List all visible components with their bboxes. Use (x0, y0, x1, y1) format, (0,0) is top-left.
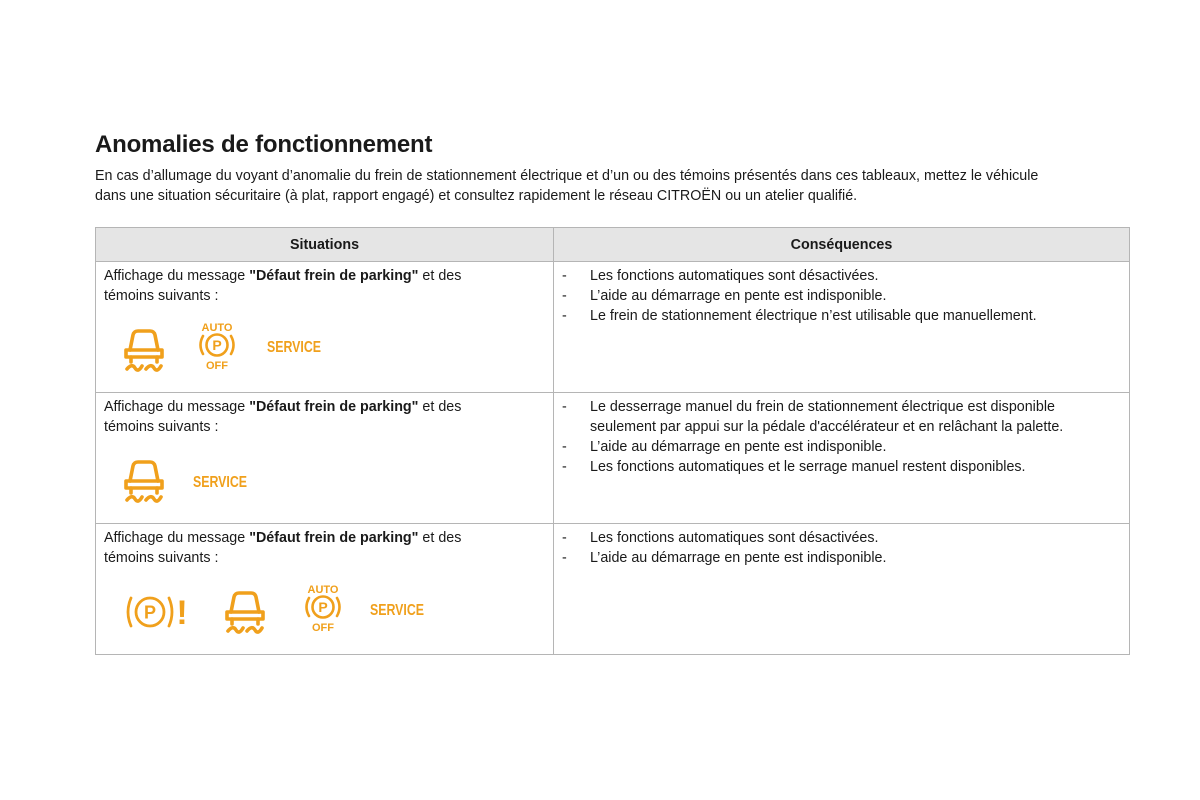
consequences-cell (554, 393, 1130, 524)
list-item: - Les fonctions automatiques sont désactivées. (562, 530, 879, 546)
auto-label: AUTO (201, 322, 233, 334)
consequences-list (562, 397, 1121, 477)
intro-line-1: En cas d’allumage du voyant d’anomalie du frein de stationnement électrique et d’un ou des témoins présentés dans ces tableaux, mettez le véhicule (95, 168, 1039, 184)
intro-line-2: dans une situation sécuritaire (à plat, rapport engagé) et consultez rapidement le réseau CITROËN ou un atelier qualifié. (95, 188, 858, 204)
service-icon (369, 598, 429, 624)
situation-cell (96, 393, 554, 524)
service-icon (266, 335, 326, 361)
list-item: - L’aide au démarrage en pente est indisponible. (562, 550, 887, 566)
table-row (96, 524, 1130, 655)
situation-cell (96, 524, 554, 655)
auto-off-icon (196, 320, 238, 374)
parking-brake-fault-icon (125, 594, 187, 634)
warning-lights (96, 393, 553, 523)
exclamation-label: ! (176, 594, 188, 632)
consequences-list (562, 266, 1121, 326)
table-header-row (96, 228, 1130, 262)
list-item: - Les fonctions automatiques sont désactivées. (562, 268, 879, 284)
list-item: - Les fonctions automatiques et le serrage manuel restent disponibles. (562, 459, 1026, 475)
warning-lights (96, 524, 553, 654)
esp-off-icon (122, 326, 166, 376)
off-label: OFF (206, 360, 228, 372)
message-name: "Défaut frein de parking" (249, 399, 419, 415)
message-name: "Défaut frein de parking" (249, 268, 419, 284)
consequences-cell (554, 524, 1130, 655)
consequences-list (562, 528, 1121, 568)
p-label: P (212, 337, 222, 353)
warning-lights (96, 262, 553, 392)
auto-off-icon (302, 582, 344, 636)
auto-label: AUTO (307, 584, 339, 596)
message-name: "Défaut frein de parking" (249, 530, 419, 546)
situation-text: Affichage du message "Défaut frein de parking" et des témoins suivants : (104, 530, 462, 566)
list-item: - Le frein de stationnement électrique n’est utilisable que manuellement. (562, 308, 1037, 324)
list-item: - L’aide au démarrage en pente est indisponible. (562, 439, 887, 455)
header-consequences: Conséquences (554, 228, 1130, 262)
off-label: OFF (312, 622, 334, 634)
table-row (96, 262, 1130, 393)
consequences-cell (554, 262, 1130, 393)
service-label: SERVICE (370, 602, 424, 619)
table-row (96, 393, 1130, 524)
list-item: - L’aide au démarrage en pente est indisponible. (562, 288, 887, 304)
situation-text: Affichage du message "Défaut frein de parking" et des témoins suivants : (104, 268, 462, 304)
service-icon (192, 470, 252, 496)
esp-off-icon (223, 588, 267, 638)
p-label: P (318, 599, 328, 615)
anomalies-table (95, 227, 1130, 655)
intro-paragraph (95, 166, 1125, 206)
header-situations: Situations (96, 228, 554, 262)
situation-text: Affichage du message "Défaut frein de parking" et des témoins suivants : (104, 399, 462, 435)
service-label: SERVICE (193, 474, 247, 491)
page-title: Anomalies de fonctionnement (95, 131, 433, 158)
list-item: - Le desserrage manuel du frein de stationnement électrique est disponible seulement par appui sur la pédale d'accélérateur et en relâchant la palette. (562, 399, 1064, 435)
service-label: SERVICE (267, 339, 321, 356)
situation-cell (96, 262, 554, 393)
p-label: P (143, 602, 157, 623)
esp-off-icon (122, 457, 166, 507)
